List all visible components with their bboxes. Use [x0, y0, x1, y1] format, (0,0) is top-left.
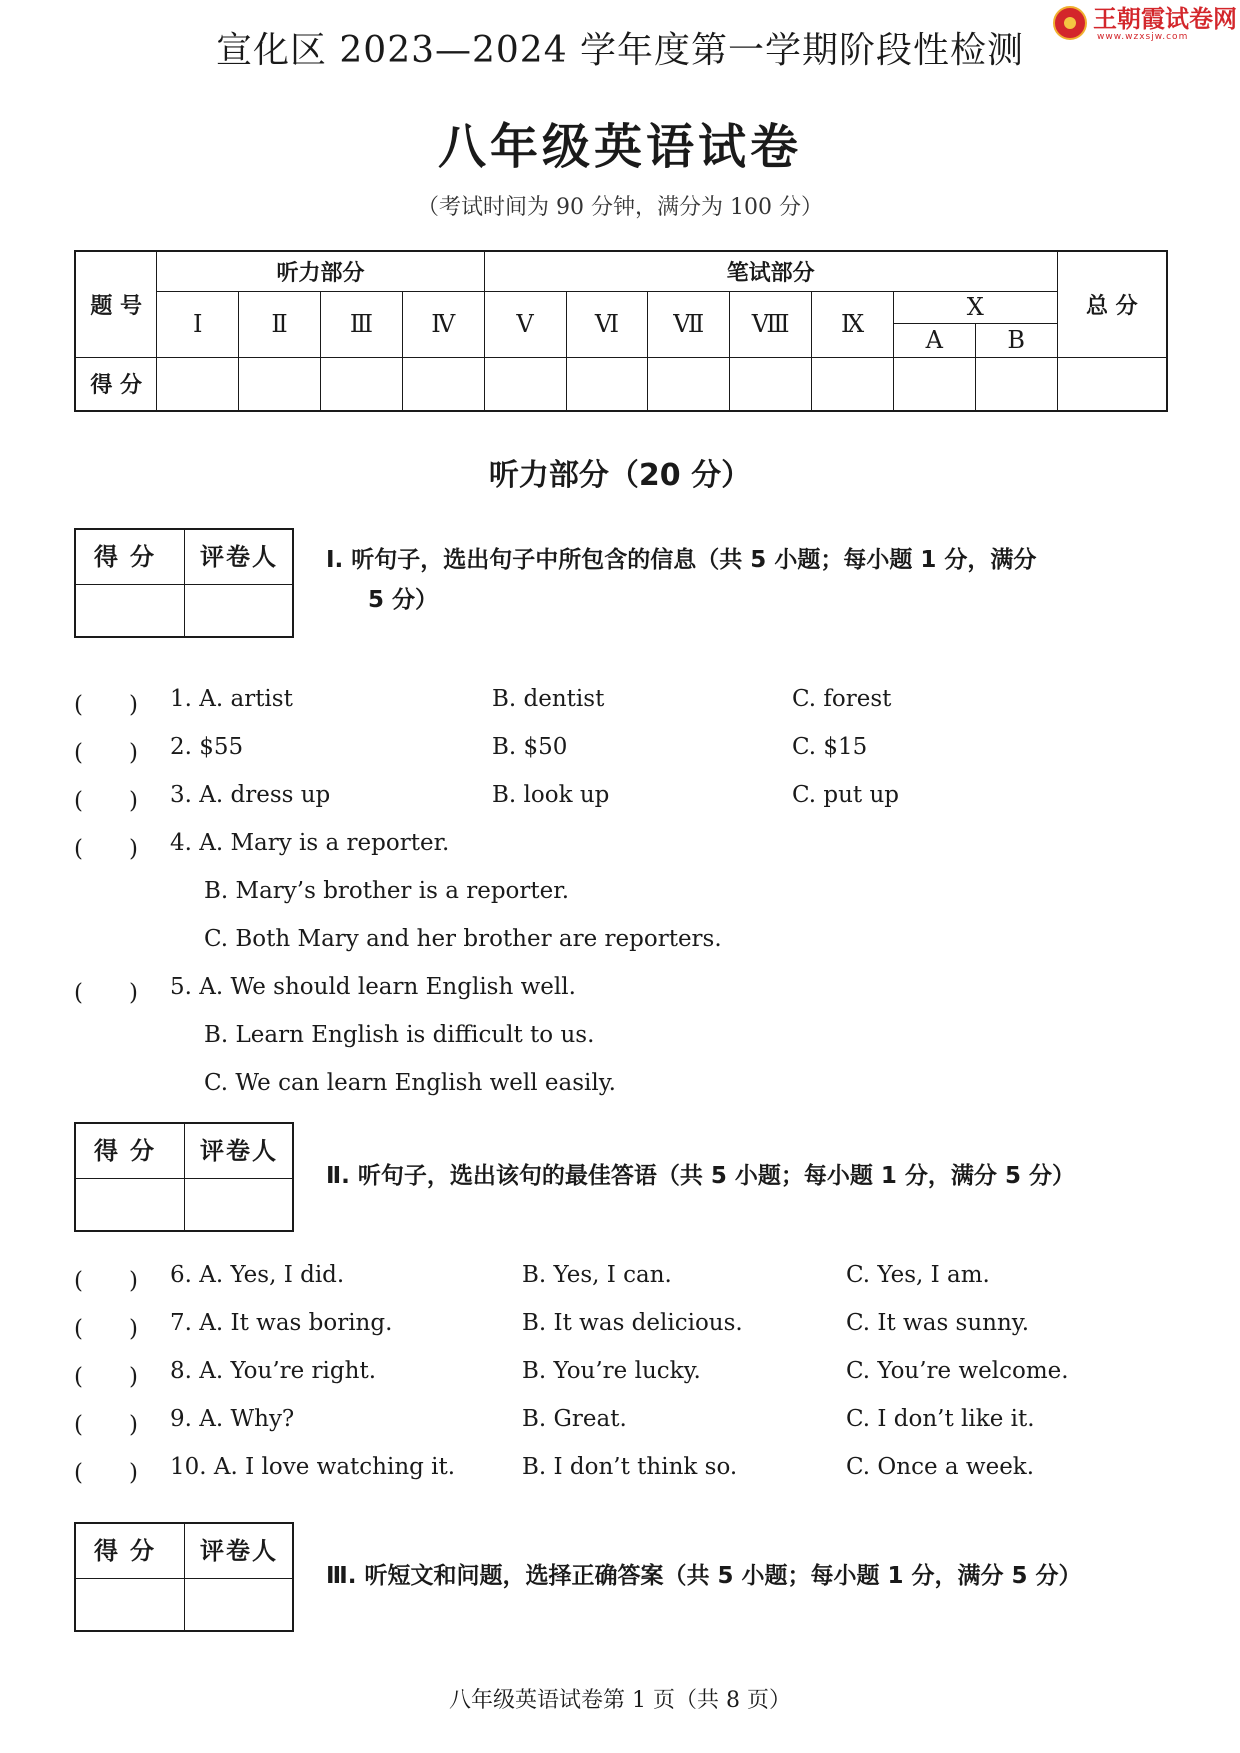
roman-8: Ⅷ	[730, 291, 812, 357]
score-cell[interactable]	[239, 357, 321, 411]
q7-option-a: 7. A. It was boring.	[170, 1310, 393, 1336]
score-cell[interactable]	[730, 357, 812, 411]
roman-4: Ⅳ	[402, 291, 484, 357]
roman-10: Ⅹ	[893, 291, 1057, 323]
q8-option-c: C. You’re welcome.	[846, 1358, 1069, 1384]
grader-score-label: 得分	[76, 1524, 185, 1578]
roman-10-a: A	[893, 323, 975, 357]
logo-brand: 王朝霞试卷网	[1093, 5, 1237, 33]
exam-title: 八年级英语试卷	[437, 119, 802, 175]
answer-paren[interactable]: ( )	[74, 1364, 138, 1390]
grader-score-label: 得分	[76, 1124, 185, 1178]
q6-option-b: B. Yes, I can.	[522, 1262, 672, 1288]
total-label: 总 分	[1057, 251, 1167, 357]
roman-5: Ⅴ	[484, 291, 566, 357]
answer-paren[interactable]: ( )	[74, 692, 138, 718]
part3-instruction: Ⅲ. 听短文和问题，选择正确答案（共 5 小题；每小题 1 分，满分 5 分）	[326, 1563, 1082, 1589]
q4-option-a: 4. A. Mary is a reporter.	[170, 830, 450, 856]
tihao-label: 题 号	[75, 251, 157, 357]
page-footer: 八年级英语试卷第 1 页（共 8 页）	[449, 1688, 791, 1713]
score-cell[interactable]	[648, 357, 730, 411]
answer-paren[interactable]: ( )	[74, 1412, 138, 1438]
answer-paren[interactable]: ( )	[74, 1460, 138, 1486]
q2-option-a: 2. $55	[170, 734, 244, 760]
roman-10-b: B	[975, 323, 1057, 357]
q8-option-b: B. You’re lucky.	[522, 1358, 701, 1384]
listening-section-title: 听力部分（20 分）	[488, 458, 752, 493]
exam-subtitle: （考试时间为 90 分钟，满分为 100 分）	[417, 195, 823, 220]
score-cell[interactable]	[484, 357, 566, 411]
q7-option-b: B. It was delicious.	[522, 1310, 743, 1336]
q3-option-b: B. look up	[492, 782, 610, 808]
defen-label: 得 分	[75, 357, 157, 411]
q9-option-c: C. I don’t like it.	[846, 1406, 1035, 1432]
total-score-cell[interactable]	[1057, 357, 1167, 411]
grader-box	[74, 528, 294, 638]
answer-paren[interactable]: ( )	[74, 980, 138, 1006]
grader-reviewer-label: 评卷人	[200, 1537, 278, 1565]
q1-option-b: B. dentist	[492, 686, 605, 712]
score-table	[74, 250, 1168, 412]
q7-option-c: C. It was sunny.	[846, 1310, 1030, 1336]
score-cell[interactable]	[566, 357, 648, 411]
writing-header: 笔试部分	[484, 251, 1057, 291]
q5-option-a: 5. A. We should learn English well.	[170, 974, 576, 1000]
answer-paren[interactable]: ( )	[74, 836, 138, 862]
answer-paren[interactable]: ( )	[74, 1316, 138, 1342]
roman-1: Ⅰ	[157, 291, 239, 357]
score-cell[interactable]	[975, 357, 1057, 411]
q2-option-c: C. $15	[792, 734, 868, 760]
answer-paren[interactable]: ( )	[74, 740, 138, 766]
q3-option-a: 3. A. dress up	[170, 782, 331, 808]
score-cell[interactable]	[893, 357, 975, 411]
answer-paren[interactable]: ( )	[74, 1268, 138, 1294]
grader-box	[74, 1122, 294, 1232]
roman-7: Ⅶ	[648, 291, 730, 357]
q9-option-b: B. Great.	[522, 1406, 627, 1432]
q1-option-c: C. forest	[792, 686, 892, 712]
q10-option-b: B. I don’t think so.	[522, 1454, 738, 1480]
q5-option-c: C. We can learn English well easily.	[204, 1070, 616, 1096]
q10-option-c: C. Once a week.	[846, 1454, 1035, 1480]
q5-option-b: B. Learn English is difficult to us.	[204, 1022, 595, 1048]
part2-instruction: Ⅱ. 听句子，选出该句的最佳答语（共 5 小题；每小题 1 分，满分 5 分）	[326, 1163, 1075, 1189]
q10-option-a: 10. A. I love watching it.	[170, 1454, 456, 1480]
q6-option-a: 6. A. Yes, I did.	[170, 1262, 345, 1288]
grader-score-label: 得分	[76, 530, 185, 584]
grader-box	[74, 1522, 294, 1632]
exam-header: 宣化区 2023—2024 学年度第一学期阶段性检测	[215, 30, 1025, 71]
logo-url: www.wzxsjw.com	[1097, 32, 1189, 42]
roman-3: Ⅲ	[320, 291, 402, 357]
score-cell[interactable]	[402, 357, 484, 411]
q4-option-b: B. Mary’s brother is a reporter.	[204, 878, 570, 904]
score-cell[interactable]	[320, 357, 402, 411]
part1-instruction	[326, 540, 1176, 620]
q3-option-c: C. put up	[792, 782, 900, 808]
part1-instruction-line1: Ⅰ. 听句子，选出句子中所包含的信息（共 5 小题；每小题 1 分，满分	[326, 547, 1037, 573]
part1-instruction-line2: 5 分）	[368, 587, 439, 613]
q9-option-a: 9. A. Why?	[170, 1406, 295, 1432]
score-cell[interactable]	[157, 357, 239, 411]
q4-option-c: C. Both Mary and her brother are reporters.	[204, 926, 722, 952]
grader-reviewer-label: 评卷人	[200, 1137, 278, 1165]
roman-2: Ⅱ	[239, 291, 321, 357]
roman-9: Ⅸ	[812, 291, 894, 357]
grader-reviewer-label: 评卷人	[200, 543, 278, 571]
q8-option-a: 8. A. You’re right.	[170, 1358, 377, 1384]
q6-option-c: C. Yes, I am.	[846, 1262, 990, 1288]
answer-paren[interactable]: ( )	[74, 788, 138, 814]
roman-6: Ⅵ	[566, 291, 648, 357]
score-cell[interactable]	[812, 357, 894, 411]
q1-option-a: 1. A. artist	[170, 686, 293, 712]
q2-option-b: B. $50	[492, 734, 568, 760]
listening-header: 听力部分	[157, 251, 484, 291]
